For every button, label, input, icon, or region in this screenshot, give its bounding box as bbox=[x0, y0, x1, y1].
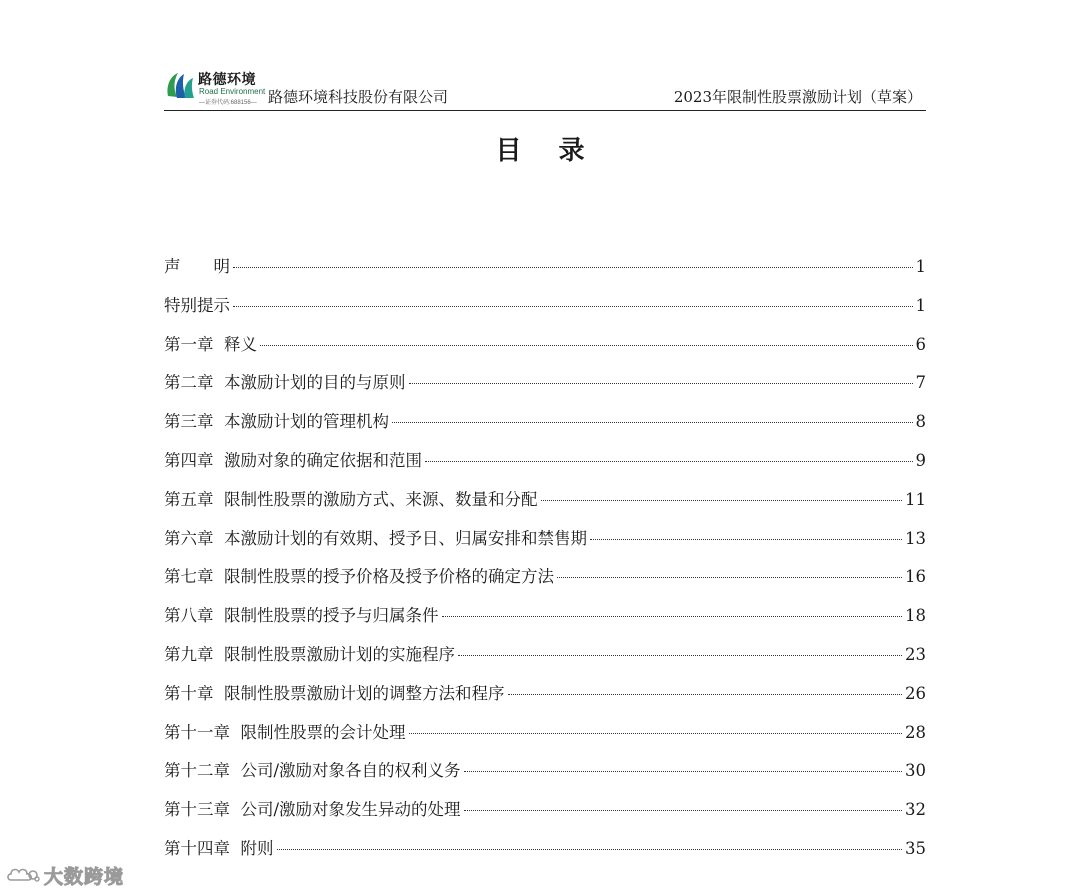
logo-name-cn: 路德环境 bbox=[198, 72, 256, 88]
toc-dot-leader bbox=[557, 577, 902, 578]
road-environment-logo-icon bbox=[164, 70, 196, 102]
toc-entry-label: 第十四章 附则 bbox=[164, 838, 274, 858]
toc-entry-page-number: 32 bbox=[905, 800, 926, 820]
watermark bbox=[6, 862, 124, 888]
toc-entry-label: 第十章 限制性股票激励计划的调整方法和程序 bbox=[164, 683, 505, 703]
toc-entry[interactable] bbox=[164, 486, 926, 525]
toc-entry[interactable] bbox=[164, 369, 926, 408]
logo-name-en: Road Environment bbox=[199, 87, 266, 96]
toc-entry-label: 第二章 本激励计划的目的与原则 bbox=[164, 373, 406, 393]
toc-entry-page-number: 1 bbox=[915, 257, 926, 276]
toc-entry-page-number: 11 bbox=[905, 489, 926, 509]
toc-entry-page-number: 6 bbox=[915, 334, 926, 354]
toc-dot-leader bbox=[233, 306, 913, 307]
company-logo bbox=[164, 68, 268, 108]
header-document-title: 2023年限制性股票激励计划（草案） bbox=[673, 88, 922, 106]
toc-dot-leader bbox=[464, 771, 902, 772]
toc-entry[interactable] bbox=[164, 796, 926, 835]
toc-dot-leader bbox=[590, 539, 902, 540]
toc-entry-label: 第三章 本激励计划的管理机构 bbox=[164, 412, 389, 432]
toc-entry-page-number: 1 bbox=[915, 295, 926, 315]
cloud-logo-icon bbox=[6, 865, 40, 885]
toc-entry[interactable] bbox=[164, 253, 926, 292]
toc-dot-leader bbox=[233, 267, 913, 268]
toc-dot-leader bbox=[541, 500, 903, 501]
toc-entry-label: 第七章 限制性股票的授予价格及授予价格的确定方法 bbox=[164, 567, 554, 587]
table-of-contents bbox=[164, 253, 926, 874]
toc-dot-leader bbox=[409, 733, 903, 734]
toc-entry-page-number: 7 bbox=[915, 373, 926, 393]
toc-entry-label: 声 明 bbox=[164, 257, 230, 276]
page-title: 目 录 bbox=[495, 136, 599, 166]
toc-entry-label: 第十三章 公司/激励对象发生异动的处理 bbox=[164, 800, 461, 820]
toc-dot-leader bbox=[409, 383, 913, 384]
toc-entry-label: 第九章 限制性股票激励计划的实施程序 bbox=[164, 644, 455, 664]
toc-entry-page-number: 35 bbox=[905, 838, 926, 858]
toc-entry-page-number: 8 bbox=[915, 412, 926, 432]
toc-entry-page-number: 13 bbox=[905, 528, 926, 548]
toc-entry[interactable] bbox=[164, 331, 926, 370]
toc-entry[interactable] bbox=[164, 719, 926, 758]
toc-entry[interactable] bbox=[164, 447, 926, 486]
toc-entry-page-number: 9 bbox=[915, 450, 926, 470]
toc-entry-page-number: 28 bbox=[905, 722, 926, 742]
toc-entry-page-number: 16 bbox=[905, 567, 926, 587]
toc-entry-label: 第四章 激励对象的确定依据和范围 bbox=[164, 450, 422, 470]
toc-dot-leader bbox=[260, 345, 913, 346]
toc-entry-label: 第五章 限制性股票的激励方式、来源、数量和分配 bbox=[164, 489, 538, 509]
toc-entry[interactable] bbox=[164, 680, 926, 719]
toc-entry[interactable] bbox=[164, 525, 926, 564]
toc-entry-label: 第八章 限制性股票的授予与归属条件 bbox=[164, 606, 439, 626]
toc-dot-leader bbox=[442, 616, 903, 617]
toc-dot-leader bbox=[277, 849, 903, 850]
logo-stock-code: —证券代码:688156— bbox=[199, 100, 257, 106]
page-header bbox=[164, 68, 926, 111]
toc-entry[interactable] bbox=[164, 292, 926, 331]
toc-entry-page-number: 18 bbox=[905, 606, 926, 626]
toc-entry-label: 第十一章 限制性股票的会计处理 bbox=[164, 722, 406, 742]
toc-entry-page-number: 30 bbox=[905, 761, 926, 781]
toc-entry[interactable] bbox=[164, 563, 926, 602]
toc-entry-label: 第六章 本激励计划的有效期、授予日、归属安排和禁售期 bbox=[164, 528, 587, 548]
toc-dot-leader bbox=[464, 810, 902, 811]
toc-entry-label: 第一章 释义 bbox=[164, 334, 257, 354]
watermark-text: 大数跨境 bbox=[44, 865, 125, 888]
toc-entry[interactable] bbox=[164, 757, 926, 796]
toc-entry[interactable] bbox=[164, 641, 926, 680]
toc-dot-leader bbox=[392, 422, 913, 423]
toc-dot-leader bbox=[425, 461, 913, 462]
toc-entry-label: 第十二章 公司/激励对象各自的权利义务 bbox=[164, 761, 461, 781]
header-company-name: 路德环境科技股份有限公司 bbox=[268, 88, 449, 106]
toc-entry[interactable] bbox=[164, 602, 926, 641]
toc-dot-leader bbox=[508, 694, 903, 695]
toc-entry-label: 特别提示 bbox=[164, 295, 230, 315]
toc-entry[interactable] bbox=[164, 835, 926, 874]
toc-dot-leader bbox=[458, 655, 902, 656]
toc-entry-page-number: 26 bbox=[905, 683, 926, 703]
toc-entry-page-number: 23 bbox=[905, 644, 926, 664]
toc-entry[interactable] bbox=[164, 408, 926, 447]
